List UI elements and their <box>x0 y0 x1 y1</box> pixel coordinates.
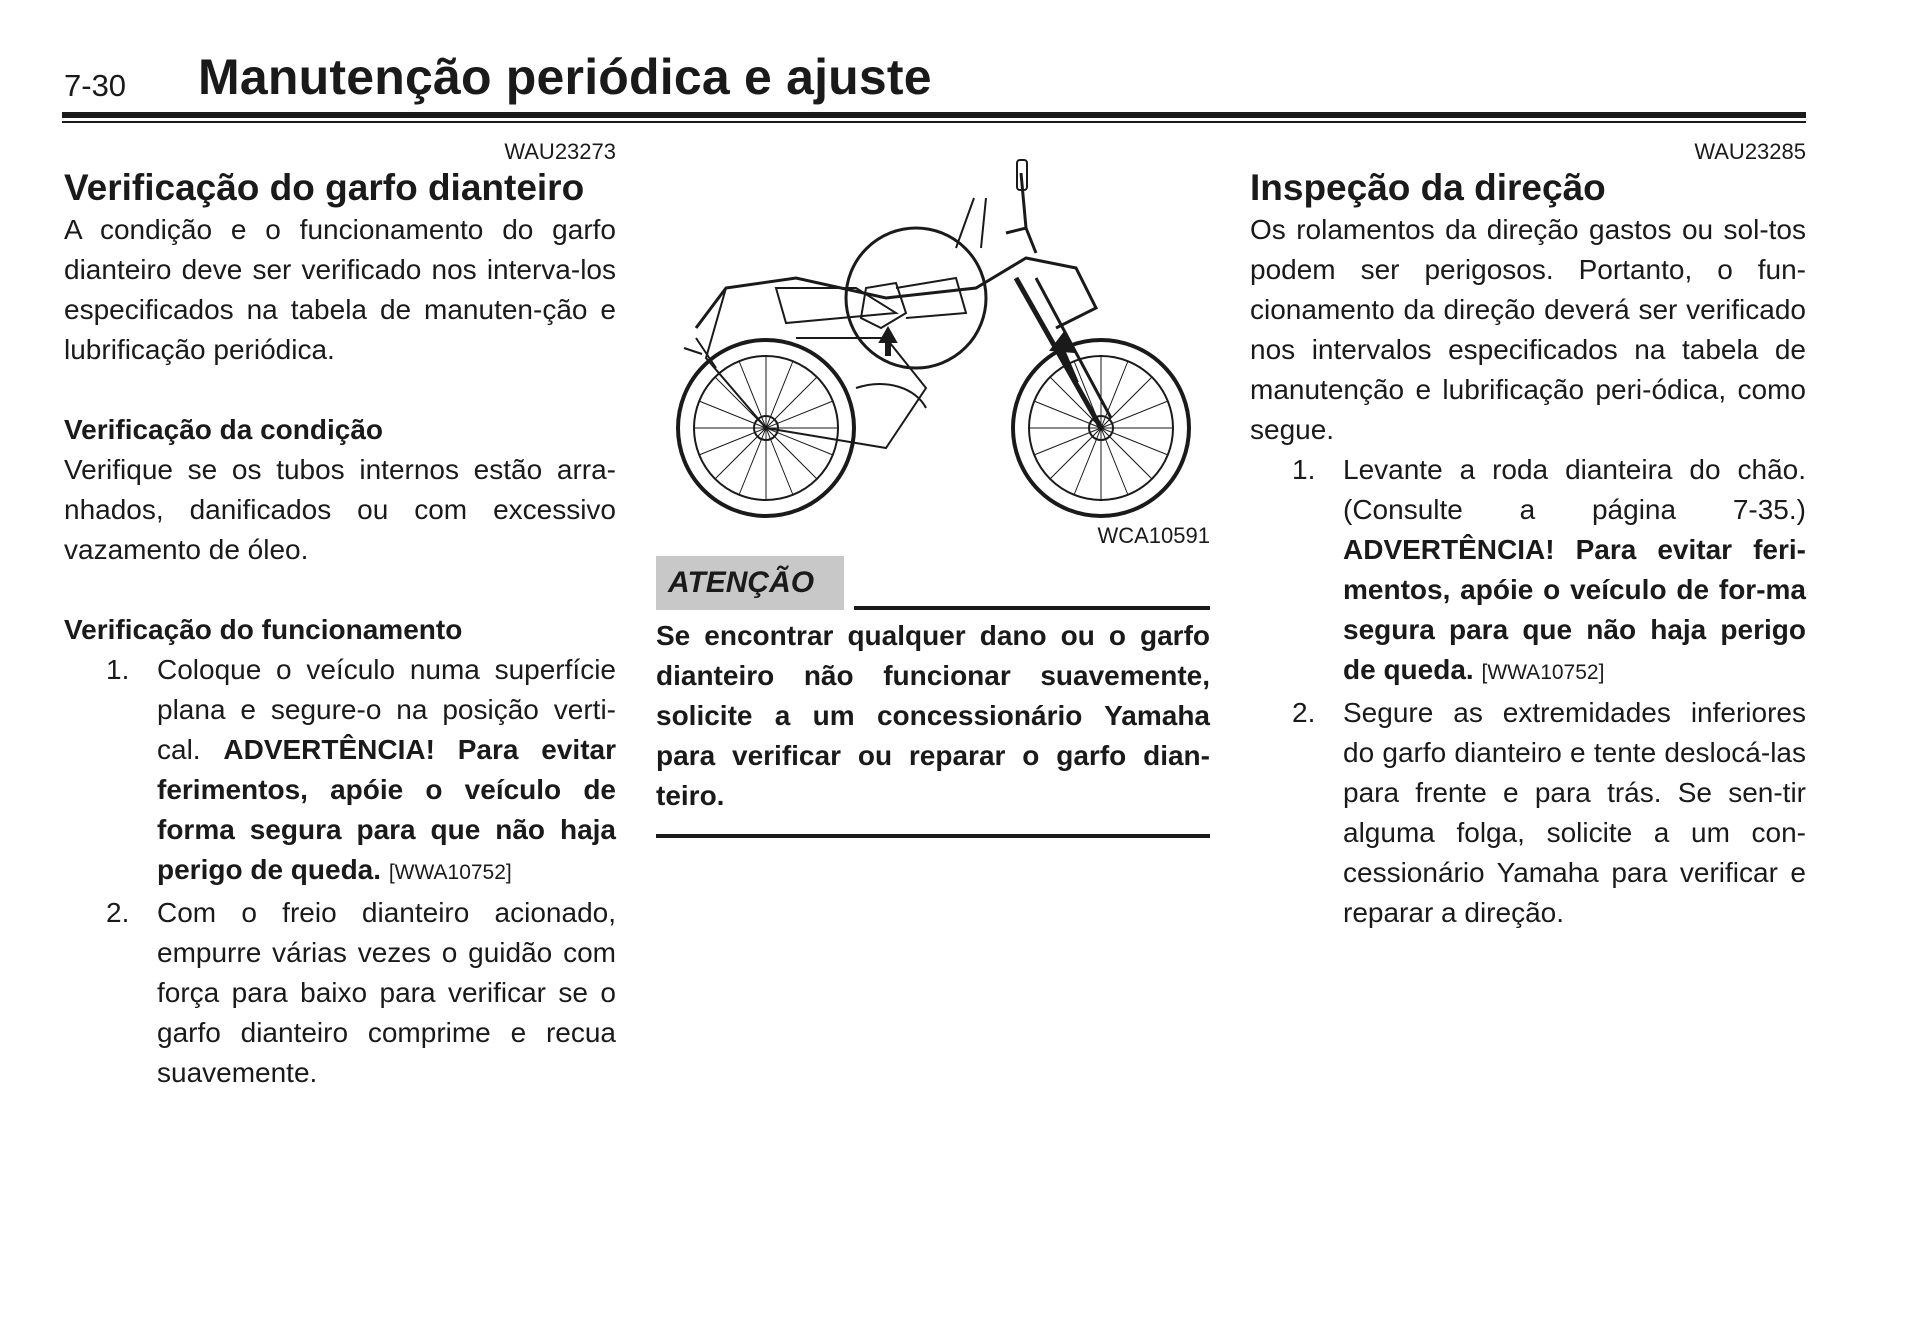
section-intro: A condição e o funcionamento do garfo dianteiro deve ser verificado nos interva-los especificados na tabela de manuten-ção e lubrificação periódica. <box>64 214 616 365</box>
page-number: 7-30 <box>64 68 127 103</box>
step-text: Com o freio dianteiro acionado, empurre várias vezes o guidão com força para baixo para verificar se o garfo dianteiro comprime e recua suavemente. <box>157 897 616 1088</box>
condition-heading: Verificação da condição <box>64 414 384 445</box>
list-item <box>64 650 616 893</box>
step-number: 2. <box>1292 697 1316 728</box>
middle-column <box>656 138 1210 838</box>
section-title: Verificação do garfo dianteiro <box>64 167 585 208</box>
condition-text: Verifique se os tubos internos estão arra-nhados, danificados ou com excessivo vazamento de óleo. <box>64 454 616 565</box>
warning-code: [WWA10752] <box>1481 661 1605 684</box>
steering-steps <box>1250 450 1806 933</box>
section-title: Inspeção da direção <box>1250 167 1606 208</box>
notice-rule <box>854 606 1210 610</box>
step-number: 1. <box>1292 454 1316 485</box>
section-code: WAU23273 <box>504 139 616 164</box>
page-header <box>62 46 1806 122</box>
step-number: 1. <box>106 654 130 685</box>
notice-label: ATENÇÃO <box>656 556 844 610</box>
header-rule-thick <box>62 112 1806 118</box>
step-warning: ADVERTÊNCIA! Para evitar ferimentos, apóie o veículo de forma segura para que não haja perigo de queda. <box>157 734 616 885</box>
motorcycle-illustration <box>656 138 1210 518</box>
motorcycle-icon <box>656 138 1210 518</box>
function-steps <box>64 650 616 1093</box>
header-rule-thin <box>62 121 1806 123</box>
warning-code: [WWA10752] <box>388 861 512 884</box>
step-text: Levante a roda dianteira do chão. (Consulte a página 7-35.) <box>1343 454 1806 525</box>
list-item <box>1250 693 1806 933</box>
notice-header <box>656 556 1210 612</box>
step-text: Segure as extremidades inferiores do garfo dianteiro e tente deslocá-las para frente e para trás. Se sen-tir alguma folga, solicite a um con-cessionário Yamaha para verificar e reparar a direção. <box>1343 697 1806 928</box>
step-number: 2. <box>106 897 130 928</box>
notice-bottom-rule <box>656 834 1210 838</box>
section-intro: Os rolamentos da direção gastos ou sol-tos podem ser perigosos. Portanto, o fun-cionamento da direção deverá ser verificado nos intervalos especificados na tabela de manutenção e lubrificação peri-ódica, como segue. <box>1250 214 1806 445</box>
list-item <box>64 893 616 1093</box>
function-heading: Verificação do funcionamento <box>64 614 463 645</box>
left-column <box>64 138 616 1093</box>
list-item <box>1250 450 1806 693</box>
right-column <box>1250 138 1806 933</box>
notice-text: Se encontrar qualquer dano ou o garfo dianteiro não funcionar suavemente, solicite a um concessionário Yamaha para verificar ou reparar o garfo dian-teiro. <box>656 620 1210 811</box>
section-code: WAU23285 <box>1694 139 1806 164</box>
figure-code: WCA10591 <box>1097 523 1210 548</box>
step-text: Coloque o veículo numa superfície plana e segure-o na posição verti-cal. <box>157 654 616 765</box>
page-title: Manutenção periódica e ajuste <box>198 49 932 105</box>
step-warning: ADVERTÊNCIA! Para evitar feri-mentos, apóie o veículo de for-ma segura para que não haja perigo de queda. <box>1343 534 1806 685</box>
